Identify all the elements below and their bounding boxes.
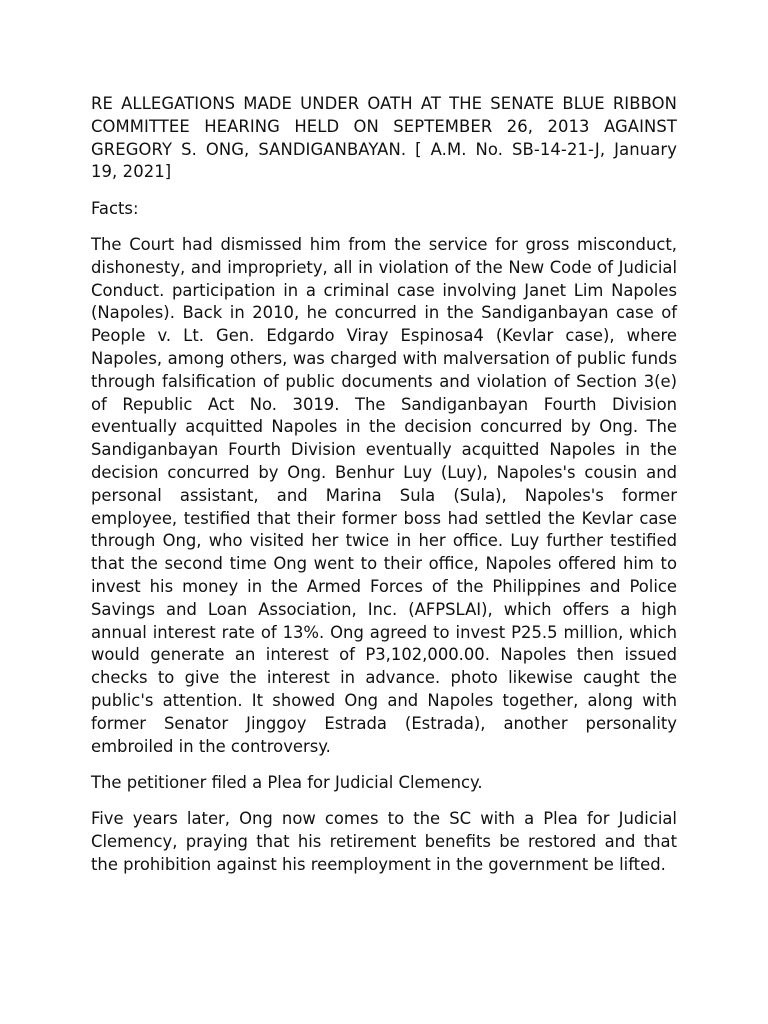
five-years-later-paragraph: Five years later, Ong now comes to the SC with a Plea for Judicial Clemency, praying that his retirement benefits be restored and that the prohibition against his reemployment in the government be lifted. (91, 809, 677, 874)
plea-statement: The petitioner filed a Plea for Judicial Clemency. (91, 772, 483, 792)
document-page (91, 93, 677, 890)
case-title: RE ALLEGATIONS MADE UNDER OATH AT THE SENATE BLUE RIBBON COMMITTEE HEARING HELD ON SEPTEMBER 26, 2013 AGAINST GREGORY S. ONG, SANDIGANBAYAN. [ A.M. No. SB-14-21-J, January 19, 2021] (91, 94, 677, 182)
facts-heading: Facts: (91, 198, 139, 218)
facts-paragraph: The Court had dismissed him from the service for gross misconduct, dishonesty, and impropriety, all in violation of the New Code of Judicial Conduct. participation in a criminal case involving Janet Lim Napoles (Napoles). Back in 2010, he concurred in the Sandiganbayan case of People v. Lt. Gen. Edgardo Viray Espinosa4 (Kevlar case), where Napoles, among others, was charged with malversation of public funds through falsification of public documents and violation of Section 3(e) of Republic Act No. 3019. The Sandiganbayan Fourth Division eventually acquitted Napoles in the decision concurred by Ong. The Sandiganbayan Fourth Division eventually acquitted Napoles in the decision concurred by Ong. Benhur Luy (Luy), Napoles's cousin and personal assistant, and Marina Sula (Sula), Napoles's former employee, testified that their former boss had settled the Kevlar case through Ong, who visited her twice in her office. Luy further testified that the second time Ong went to their office, Napoles offered him to invest his money in the Armed Forces of the Philippines and Police Savings and Loan Association, Inc. (AFPSLAI), which offers a high annual interest rate of 13%. Ong agreed to invest P25.5 million, which would generate an interest of P3,102,000.00. Napoles then issued checks to give the interest in advance. photo likewise caught the public's attention. It showed Ong and Napoles together, along with former Senator Jinggoy Estrada (Estrada), another personality embroiled in the controversy. (91, 234, 677, 756)
